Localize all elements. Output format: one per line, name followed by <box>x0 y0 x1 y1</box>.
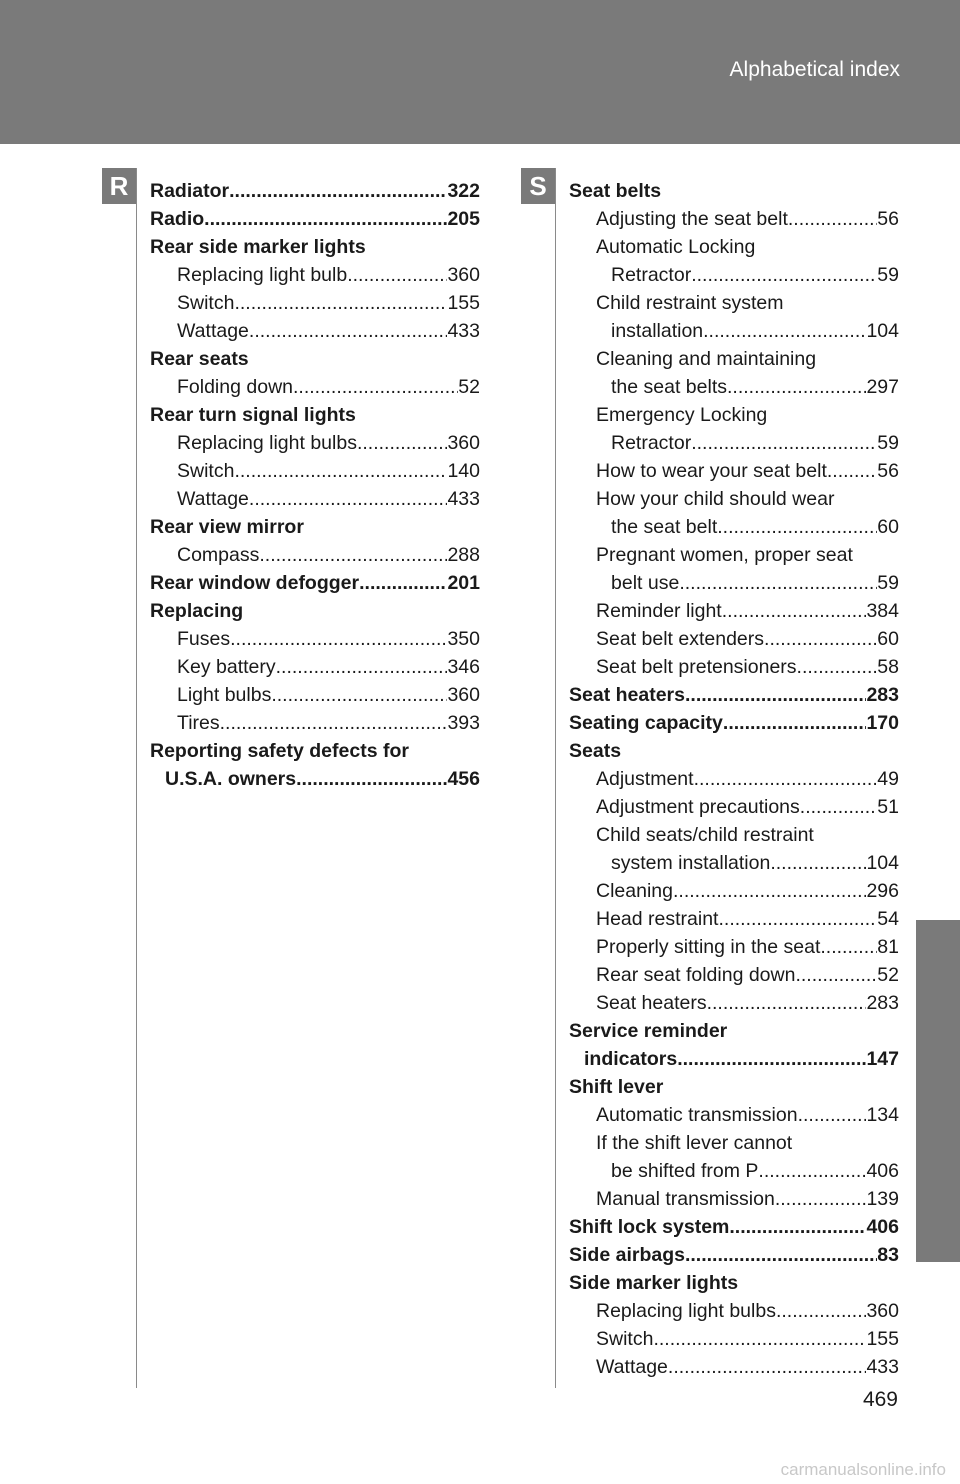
leader-dots <box>204 205 447 233</box>
index-entry <box>150 457 480 485</box>
leader-dots <box>764 625 877 653</box>
index-entry-label: Replacing light bulbs <box>596 1300 776 1322</box>
index-entry-label: Wattage <box>177 488 249 510</box>
leader-dots <box>249 317 448 345</box>
index-entry-label: Side marker lights <box>569 1272 739 1294</box>
index-entry-label: system installation <box>611 852 771 874</box>
index-entry-label: Replacing light bulb <box>177 264 348 286</box>
index-entry <box>569 1045 899 1073</box>
index-entry-page: 54 <box>877 908 899 930</box>
index-entry <box>150 233 480 261</box>
index-entry <box>569 261 899 289</box>
index-entry-page: 433 <box>447 488 480 510</box>
index-entry-label: Shift lock system <box>569 1216 730 1238</box>
index-entry <box>569 653 899 681</box>
index-entry <box>569 597 899 625</box>
index-entry <box>569 793 899 821</box>
index-entry-label: Seats <box>569 740 622 762</box>
index-entry-label: Rear seats <box>150 348 249 370</box>
index-entry-label: Replacing light bulbs <box>177 432 357 454</box>
index-entry <box>569 569 899 597</box>
index-entry-label: If the shift lever cannot <box>596 1132 793 1154</box>
index-entry <box>569 681 899 709</box>
index-entry-label: How to wear your seat belt <box>596 460 827 482</box>
index-entry <box>569 849 899 877</box>
leader-dots <box>668 1353 867 1381</box>
index-entry-page: 360 <box>447 432 480 454</box>
index-entry <box>569 205 899 233</box>
index-entry-page: 433 <box>447 320 480 342</box>
index-entry-label: Compass <box>177 544 260 566</box>
index-entry <box>569 373 899 401</box>
leader-dots <box>359 569 447 597</box>
index-entry-label: the seat belts <box>611 376 727 398</box>
index-entry-label: Child seats/child restraint <box>596 824 814 846</box>
page-header-band <box>0 0 960 144</box>
leader-dots <box>800 793 878 821</box>
index-entry <box>150 401 480 429</box>
index-entry-label: indicators <box>584 1048 678 1070</box>
leader-dots <box>293 373 458 401</box>
index-column-left <box>150 177 480 793</box>
leader-dots <box>788 205 877 233</box>
index-entry <box>150 373 480 401</box>
index-entry-page: 205 <box>447 208 480 230</box>
index-entry <box>569 1325 899 1353</box>
index-entry <box>569 1017 899 1045</box>
index-entry-page: 104 <box>866 852 899 874</box>
leader-dots <box>276 653 448 681</box>
leader-dots <box>797 653 878 681</box>
index-entry-label: Seat heaters <box>569 684 685 706</box>
leader-dots <box>229 177 447 205</box>
index-entry-label: U.S.A. owners <box>165 768 297 790</box>
index-entry-page: 134 <box>866 1104 899 1126</box>
index-entry <box>569 961 899 989</box>
index-entry-page: 139 <box>866 1188 899 1210</box>
index-entry <box>150 653 480 681</box>
leader-dots <box>703 317 866 345</box>
index-entry-label: Adjusting the seat belt <box>596 208 788 230</box>
leader-dots <box>673 877 866 905</box>
index-entry <box>569 1157 899 1185</box>
index-entry-label: How your child should wear <box>596 488 835 510</box>
index-entry <box>569 905 899 933</box>
leader-dots <box>727 373 866 401</box>
index-entry <box>569 989 899 1017</box>
section-letter-s: S <box>521 168 555 204</box>
index-entry-page: 384 <box>866 600 899 622</box>
leader-dots <box>723 709 867 737</box>
index-entry-label: Adjustment <box>596 768 694 790</box>
index-entry-label: Reporting safety defects for <box>150 740 409 762</box>
index-entry-label: Child restraint system <box>596 292 784 314</box>
index-entry <box>569 821 899 849</box>
leader-dots <box>653 1325 866 1353</box>
section-title: Alphabetical index <box>729 58 900 81</box>
index-entry-label: Wattage <box>596 1356 668 1378</box>
leader-dots <box>722 597 867 625</box>
leader-dots <box>820 933 877 961</box>
index-entry <box>150 485 480 513</box>
index-entry-page: 58 <box>877 656 899 678</box>
index-entry-label: Head restraint <box>596 908 719 930</box>
index-entry-label: Fuses <box>177 628 231 650</box>
index-entry-page: 83 <box>877 1244 899 1266</box>
index-entry-label: Retractor <box>611 432 692 454</box>
index-entry-page: 51 <box>877 796 899 818</box>
leader-dots <box>249 485 448 513</box>
index-entry-label: Folding down <box>177 376 293 398</box>
index-entry-page: 170 <box>866 712 899 734</box>
index-entry-label: Emergency Locking <box>596 404 768 426</box>
index-entry-page: 56 <box>877 208 899 230</box>
index-entry-page: 350 <box>447 628 480 650</box>
index-entry-label: Rear seat folding down <box>596 964 796 986</box>
index-entry-label: Cleaning <box>596 880 673 902</box>
leader-dots <box>691 261 877 289</box>
leader-dots <box>770 849 866 877</box>
index-entry <box>150 177 480 205</box>
index-column-right <box>569 177 899 1381</box>
index-entry <box>569 709 899 737</box>
leader-dots <box>677 1045 866 1073</box>
index-entry-page: 59 <box>877 264 899 286</box>
leader-dots <box>798 1101 867 1129</box>
index-entry <box>569 737 899 765</box>
index-entry-page: 360 <box>866 1300 899 1322</box>
index-entry-label: Tires <box>177 712 220 734</box>
index-entry-page: 104 <box>866 320 899 342</box>
leader-dots <box>679 569 877 597</box>
index-entry-page: 360 <box>447 264 480 286</box>
index-entry <box>569 1185 899 1213</box>
leader-dots <box>729 1213 866 1241</box>
index-entry <box>569 401 899 429</box>
index-entry-label: Switch <box>177 460 235 482</box>
index-entry <box>150 765 480 793</box>
index-entry <box>569 1353 899 1381</box>
index-entry <box>569 429 899 457</box>
leader-dots <box>718 905 877 933</box>
index-entry-page: 147 <box>866 1048 899 1070</box>
index-entry-label: Radio <box>150 208 205 230</box>
leader-dots <box>707 989 867 1017</box>
index-entry <box>569 1297 899 1325</box>
index-entry-page: 60 <box>877 516 899 538</box>
index-entry-page: 456 <box>447 768 480 790</box>
index-entry <box>569 345 899 373</box>
index-entry-label: Pregnant women, proper seat <box>596 544 853 566</box>
index-entry <box>569 1129 899 1157</box>
index-entry-page: 433 <box>866 1356 899 1378</box>
section-letter-r: R <box>102 168 136 204</box>
index-entry <box>569 1213 899 1241</box>
index-entry-page: 406 <box>866 1216 899 1238</box>
index-entry <box>569 177 899 205</box>
leader-dots <box>758 1157 866 1185</box>
index-entry-page: 52 <box>458 376 480 398</box>
index-entry-label: Light bulbs <box>177 684 272 706</box>
leader-dots <box>827 457 877 485</box>
index-entry <box>150 289 480 317</box>
thumb-index-tab <box>916 920 960 1262</box>
index-entry <box>150 737 480 765</box>
index-entry-page: 283 <box>866 684 899 706</box>
column-rule-left <box>136 168 137 1388</box>
index-entry-label: Automatic Locking <box>596 236 756 258</box>
leader-dots <box>775 1185 867 1213</box>
leader-dots <box>776 1297 867 1325</box>
index-entry-page: 360 <box>447 684 480 706</box>
index-entry-label: Properly sitting in the seat <box>596 936 821 958</box>
index-entry-label: Seat heaters <box>596 992 707 1014</box>
index-entry-label: Rear turn signal lights <box>150 404 356 426</box>
index-entry <box>150 625 480 653</box>
index-entry-label: Radiator <box>150 180 230 202</box>
index-entry <box>569 1073 899 1101</box>
leader-dots <box>685 1241 877 1269</box>
index-entry-label: Manual transmission <box>596 1188 775 1210</box>
index-entry-label: Seat belts <box>569 180 662 202</box>
index-entry-page: 393 <box>447 712 480 734</box>
index-entry-label: Rear window defogger <box>150 572 360 594</box>
index-entry <box>569 541 899 569</box>
index-entry-label: belt use <box>611 572 680 594</box>
index-entry-label: Adjustment precautions <box>596 796 800 818</box>
leader-dots <box>717 513 877 541</box>
index-entry <box>569 289 899 317</box>
index-entry <box>569 317 899 345</box>
column-rule-right <box>555 168 556 1388</box>
index-entry <box>569 1269 899 1297</box>
index-entry-label: the seat belt <box>611 516 718 538</box>
index-entry <box>150 681 480 709</box>
index-entry-page: 140 <box>447 460 480 482</box>
leader-dots <box>234 289 447 317</box>
leader-dots <box>220 709 448 737</box>
index-entry-label: Key battery <box>177 656 276 678</box>
index-entry-page: 81 <box>877 936 899 958</box>
index-entry-page: 59 <box>877 572 899 594</box>
index-entry-label: Service reminder <box>569 1020 728 1042</box>
index-entry-label: Shift lever <box>569 1076 664 1098</box>
index-entry-page: 155 <box>866 1328 899 1350</box>
index-entry-label: Automatic transmission <box>596 1104 798 1126</box>
index-entry-page: 288 <box>447 544 480 566</box>
leader-dots <box>271 681 447 709</box>
watermark: carmanualsonline.info <box>780 1460 946 1479</box>
index-entry-page: 60 <box>877 628 899 650</box>
index-entry <box>150 569 480 597</box>
index-entry <box>150 205 480 233</box>
index-entry-page: 322 <box>447 180 480 202</box>
leader-dots <box>685 681 866 709</box>
index-entry <box>569 485 899 513</box>
index-entry-page: 406 <box>866 1160 899 1182</box>
leader-dots <box>230 625 447 653</box>
index-entry <box>150 345 480 373</box>
index-entry-page: 296 <box>866 880 899 902</box>
leader-dots <box>357 429 448 457</box>
index-entry <box>150 261 480 289</box>
leader-dots <box>347 261 447 289</box>
index-entry <box>150 709 480 737</box>
index-entry-page: 201 <box>447 572 480 594</box>
page-number: 469 <box>862 1388 898 1411</box>
index-entry-label: Seat belt extenders <box>596 628 765 650</box>
index-entry <box>150 597 480 625</box>
index-entry-page: 155 <box>447 292 480 314</box>
index-entry <box>150 541 480 569</box>
index-entry-label: be shifted from P <box>611 1160 759 1182</box>
leader-dots <box>259 541 447 569</box>
index-entry <box>569 1101 899 1129</box>
index-entry-label: Replacing <box>150 600 244 622</box>
index-entry <box>569 877 899 905</box>
index-entry <box>569 933 899 961</box>
index-entry-label: Switch <box>177 292 235 314</box>
index-entry-label: Wattage <box>177 320 249 342</box>
index-entry <box>150 513 480 541</box>
index-entry-page: 346 <box>447 656 480 678</box>
index-entry-label: Reminder light <box>596 600 722 622</box>
index-entry-label: Rear side marker lights <box>150 236 366 258</box>
index-entry-page: 56 <box>877 460 899 482</box>
index-entry-page: 283 <box>866 992 899 1014</box>
index-entry <box>569 513 899 541</box>
index-entry-label: Rear view mirror <box>150 516 304 538</box>
leader-dots <box>694 765 878 793</box>
index-entry-label: Side airbags <box>569 1244 685 1266</box>
leader-dots <box>296 765 447 793</box>
leader-dots <box>691 429 877 457</box>
index-entry-page: 52 <box>877 964 899 986</box>
leader-dots <box>234 457 447 485</box>
index-entry-label: Cleaning and maintaining <box>596 348 817 370</box>
index-entry <box>150 317 480 345</box>
index-entry <box>569 625 899 653</box>
index-entry <box>569 233 899 261</box>
leader-dots <box>795 961 877 989</box>
index-entry-label: Switch <box>596 1328 654 1350</box>
index-entry-label: Seat belt pretensioners <box>596 656 797 678</box>
index-entry <box>569 765 899 793</box>
index-entry-page: 59 <box>877 432 899 454</box>
index-entry-label: installation <box>611 320 704 342</box>
index-entry <box>569 1241 899 1269</box>
index-entry <box>569 457 899 485</box>
index-entry-label: Retractor <box>611 264 692 286</box>
index-entry-page: 297 <box>866 376 899 398</box>
index-entry-label: Seating capacity <box>569 712 723 734</box>
index-entry <box>150 429 480 457</box>
index-entry-page: 49 <box>877 768 899 790</box>
